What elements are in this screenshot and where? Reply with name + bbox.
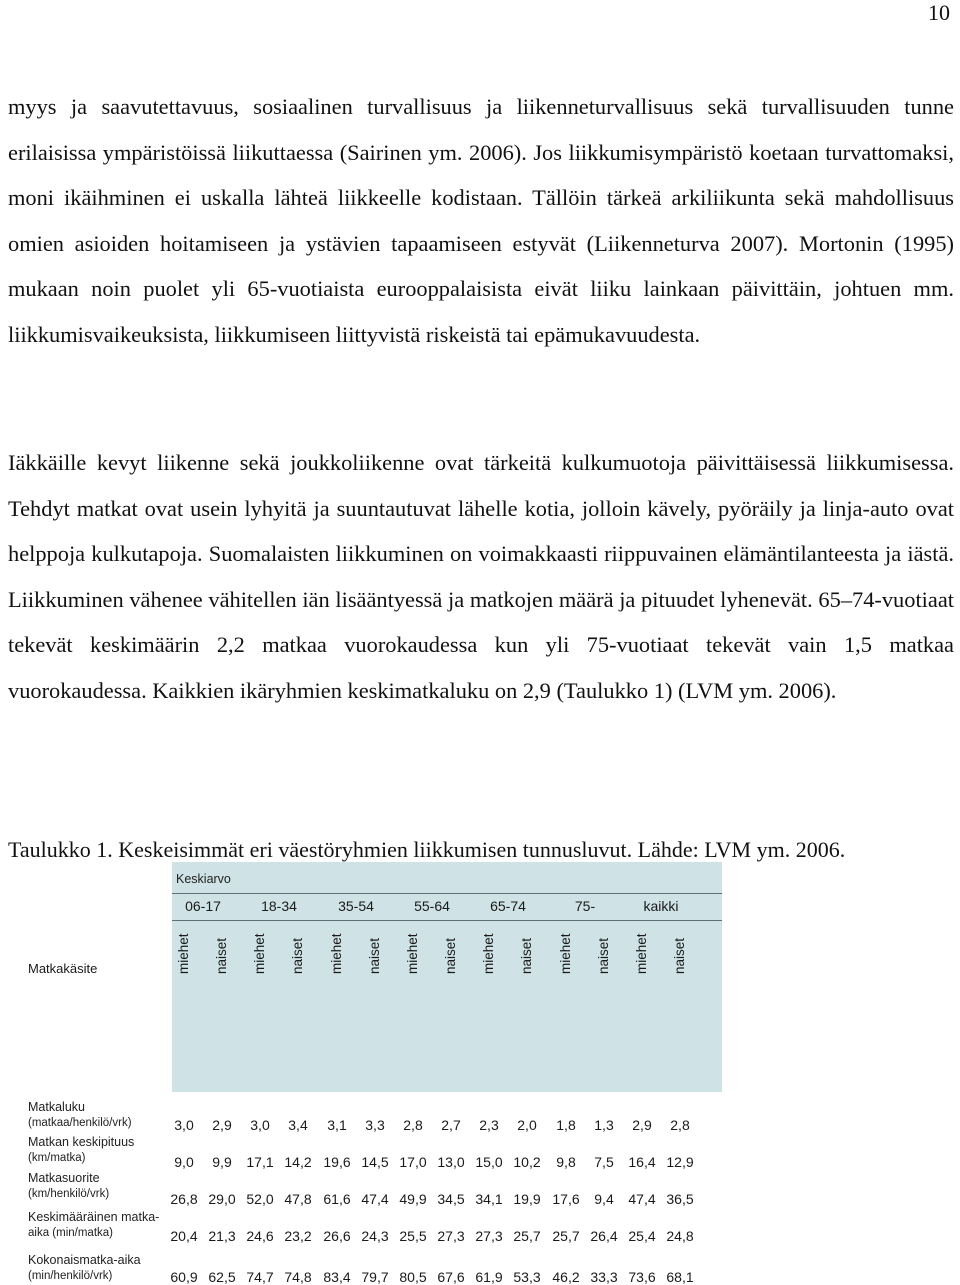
table-row-label-main: Keskimääräinen matka- (28, 1210, 160, 1224)
table-cell: 3,1 (327, 1117, 347, 1133)
table-cell: 16,4 (628, 1154, 656, 1170)
table-group-header: 55-64 (414, 898, 450, 914)
table-row-label-unit: (km/matka) (28, 1152, 86, 1164)
table-cell: 2,8 (670, 1117, 690, 1133)
table-cell: 53,3 (513, 1269, 541, 1285)
table-row-label-main: Kokonaismatka-aika (28, 1253, 141, 1267)
table-cell: 74,8 (284, 1269, 312, 1285)
table-cell: 79,7 (361, 1269, 389, 1285)
table-group-header: 35-54 (338, 898, 374, 914)
table-cell: 17,6 (552, 1191, 580, 1207)
table-sex-header: miehet (558, 933, 573, 974)
table-row-label-main: Matkan keskipituus (28, 1135, 135, 1149)
table-cell: 15,0 (475, 1154, 503, 1170)
table-cell: 29,0 (208, 1191, 236, 1207)
body-paragraph-2: Iäkkäille kevyt liikenne sekä joukkoliikenne ovat tärkeitä kulkumuotoja päivittäisessä liikkumisessa. Tehdyt matkat ovat usein lyhyitä ja suuntautuvat lähelle kotia, jolloin kävely, pyöräily ja linja-auto ovat helppoja kulkutapoja. Suomalaisten liikkuminen on voimakkaasti riippuvainen elämäntilanteesta ja iästä. Liikkuminen vähenee vähitellen iän lisääntyessä ja matkojen määrä ja pituudet lyhenevät. 65–74-vuotiaat tekevät keskimäärin 2,2 matkaa vuorokaudessa kun yli 75-vuotiaat tekevät vain 1,5 matkaa vuorokaudessa. Kaikkien ikäryhmien keskimatkaluku on 2,9 (Taulukko 1) (LVM ym. 2006). (8, 450, 954, 703)
table-cell: 24,3 (361, 1228, 389, 1244)
table-cell: 25,5 (399, 1228, 427, 1244)
table-sex-header: naiset (596, 937, 611, 974)
table-cell: 2,9 (632, 1117, 652, 1133)
table-cell: 34,1 (475, 1191, 503, 1207)
table-cell: 36,5 (666, 1191, 694, 1207)
table-cell: 83,4 (323, 1269, 351, 1285)
table-group-header: kaikki (643, 898, 679, 914)
table-cell: 21,3 (208, 1228, 236, 1244)
table-cell: 24,6 (246, 1228, 274, 1244)
table-row-label-main: Matkasuorite (28, 1171, 100, 1185)
table-row-label (28, 1252, 141, 1284)
table-cell: 23,2 (284, 1228, 312, 1244)
table-cell: 62,5 (208, 1269, 236, 1285)
table-column-label: Matkakäsite (28, 961, 98, 976)
table-cell: 67,6 (437, 1269, 465, 1285)
table-cell: 2,7 (441, 1117, 461, 1133)
table-cell: 47,8 (284, 1191, 312, 1207)
table-sex-header: naiset (443, 937, 458, 974)
table-cell: 24,8 (666, 1228, 694, 1244)
table-cell: 47,4 (628, 1191, 656, 1207)
table-cell: 3,0 (174, 1117, 194, 1133)
table-cell: 52,0 (246, 1191, 274, 1207)
table-cell: 27,3 (437, 1228, 465, 1244)
table-rule (172, 920, 722, 921)
table-cell: 10,2 (513, 1154, 541, 1170)
body-paragraph-1: myys ja saavutettavuus, sosiaalinen turvallisuus ja liikenneturvallisuus sekä turvallisuuden tunne erilaisissa ympäristöissä liikuttaessa (Sairinen ym. 2006). Jos liikkumisympäristö koetaan turvattomaksi, moni ikäihminen ei uskalla lähteä liikkeelle kodistaan. Tällöin tärkeä arkiliikunta sekä mahdollisuus omien asioiden hoitamiseen ja ystävien tapaamiseen estyvät (Liikenneturva 2007). Mortonin (1995) mukaan noin puolet yli 65-vuotiaista eurooppalaisista eivät liiku lainkaan päivittäin, johtuen mm. liikkumisvaikeuksista, liikkumiseen liittyvistä riskeistä tai epämukavuudesta. (8, 94, 954, 347)
table-sex-header: miehet (634, 933, 649, 974)
table-cell: 26,4 (590, 1228, 618, 1244)
table-cell: 33,3 (590, 1269, 618, 1285)
table-sex-header: miehet (405, 933, 420, 974)
page-number: 10 (928, 0, 950, 25)
table-cell: 25,7 (513, 1228, 541, 1244)
table-cell: 26,6 (323, 1228, 351, 1244)
table-group-header: 75- (574, 898, 596, 914)
table-sex-header: miehet (176, 933, 191, 974)
table-cell: 14,2 (284, 1154, 312, 1170)
table-cell: 13,0 (437, 1154, 465, 1170)
table-group-header: 18-34 (261, 898, 297, 914)
table-sex-header: naiset (290, 937, 305, 974)
table-cell: 60,9 (170, 1269, 198, 1285)
table-cell: 25,4 (628, 1228, 656, 1244)
table-cell: 19,6 (323, 1154, 351, 1170)
table-cell: 17,0 (399, 1154, 427, 1170)
table-cell: 61,6 (323, 1191, 351, 1207)
table-sex-header: miehet (481, 933, 496, 974)
table-cell: 19,9 (513, 1191, 541, 1207)
statistics-table-image (0, 862, 722, 1285)
table-cell: 2,3 (479, 1117, 499, 1133)
table-cell: 9,0 (174, 1154, 194, 1170)
table-cell: 49,9 (399, 1191, 427, 1207)
table-cell: 68,1 (666, 1269, 694, 1285)
table-caption: Taulukko 1. Keskeisimmät eri väestöryhmien liikkumisen tunnusluvut. Lähde: LVM ym. 2006. (8, 837, 846, 862)
table-rule (172, 893, 722, 894)
table-row-label-unit: (matkaa/henkilö/vrk) (28, 1117, 132, 1129)
table-cell: 47,4 (361, 1191, 389, 1207)
table-cell: 9,8 (556, 1154, 576, 1170)
table-sex-header: naiset (672, 937, 687, 974)
table-row-label-main: Matkaluku (28, 1100, 85, 1114)
table-sex-header: naiset (519, 937, 534, 974)
table-cell: 2,9 (212, 1117, 232, 1133)
table-sex-header: miehet (329, 933, 344, 974)
table-cell: 61,9 (475, 1269, 503, 1285)
table-cell: 74,7 (246, 1269, 274, 1285)
table-average-label: Keskiarvo (176, 872, 231, 886)
table-cell: 80,5 (399, 1269, 427, 1285)
table-cell: 17,1 (246, 1154, 274, 1170)
table-cell: 27,3 (475, 1228, 503, 1244)
table-row-label-unit: aika (min/matka) (28, 1227, 113, 1239)
table-cell: 1,3 (594, 1117, 614, 1133)
table-row-label (28, 1209, 159, 1241)
table-cell: 2,8 (403, 1117, 423, 1133)
table-cell: 73,6 (628, 1269, 656, 1285)
table-cell: 7,5 (594, 1154, 614, 1170)
table-group-header: 65-74 (490, 898, 526, 914)
table-cell: 3,3 (365, 1117, 385, 1133)
table-cell: 3,0 (250, 1117, 270, 1133)
table-cell: 9,9 (212, 1154, 232, 1170)
table-cell: 9,4 (594, 1191, 614, 1207)
table-row-label (28, 1170, 109, 1202)
table-cell: 12,9 (666, 1154, 694, 1170)
table-sex-header: naiset (367, 937, 382, 974)
table-cell: 26,8 (170, 1191, 198, 1207)
table-row-label-unit: (min/henkilö/vrk) (28, 1270, 113, 1282)
table-group-header: 06-17 (185, 898, 221, 914)
table-cell: 34,5 (437, 1191, 465, 1207)
table-sex-header: naiset (214, 937, 229, 974)
table-cell: 3,4 (288, 1117, 308, 1133)
table-row-label (28, 1099, 132, 1131)
table-sex-header: miehet (252, 933, 267, 974)
table-row-label-unit: (km/henkilö/vrk) (28, 1188, 110, 1200)
table-cell: 14,5 (361, 1154, 389, 1170)
table-cell: 46,2 (552, 1269, 580, 1285)
table-cell: 25,7 (552, 1228, 580, 1244)
table-cell: 20,4 (170, 1228, 198, 1244)
table-cell: 2,0 (517, 1117, 537, 1133)
table-row-label (28, 1134, 134, 1166)
table-cell: 1,8 (556, 1117, 576, 1133)
table-header-area (172, 862, 722, 1092)
